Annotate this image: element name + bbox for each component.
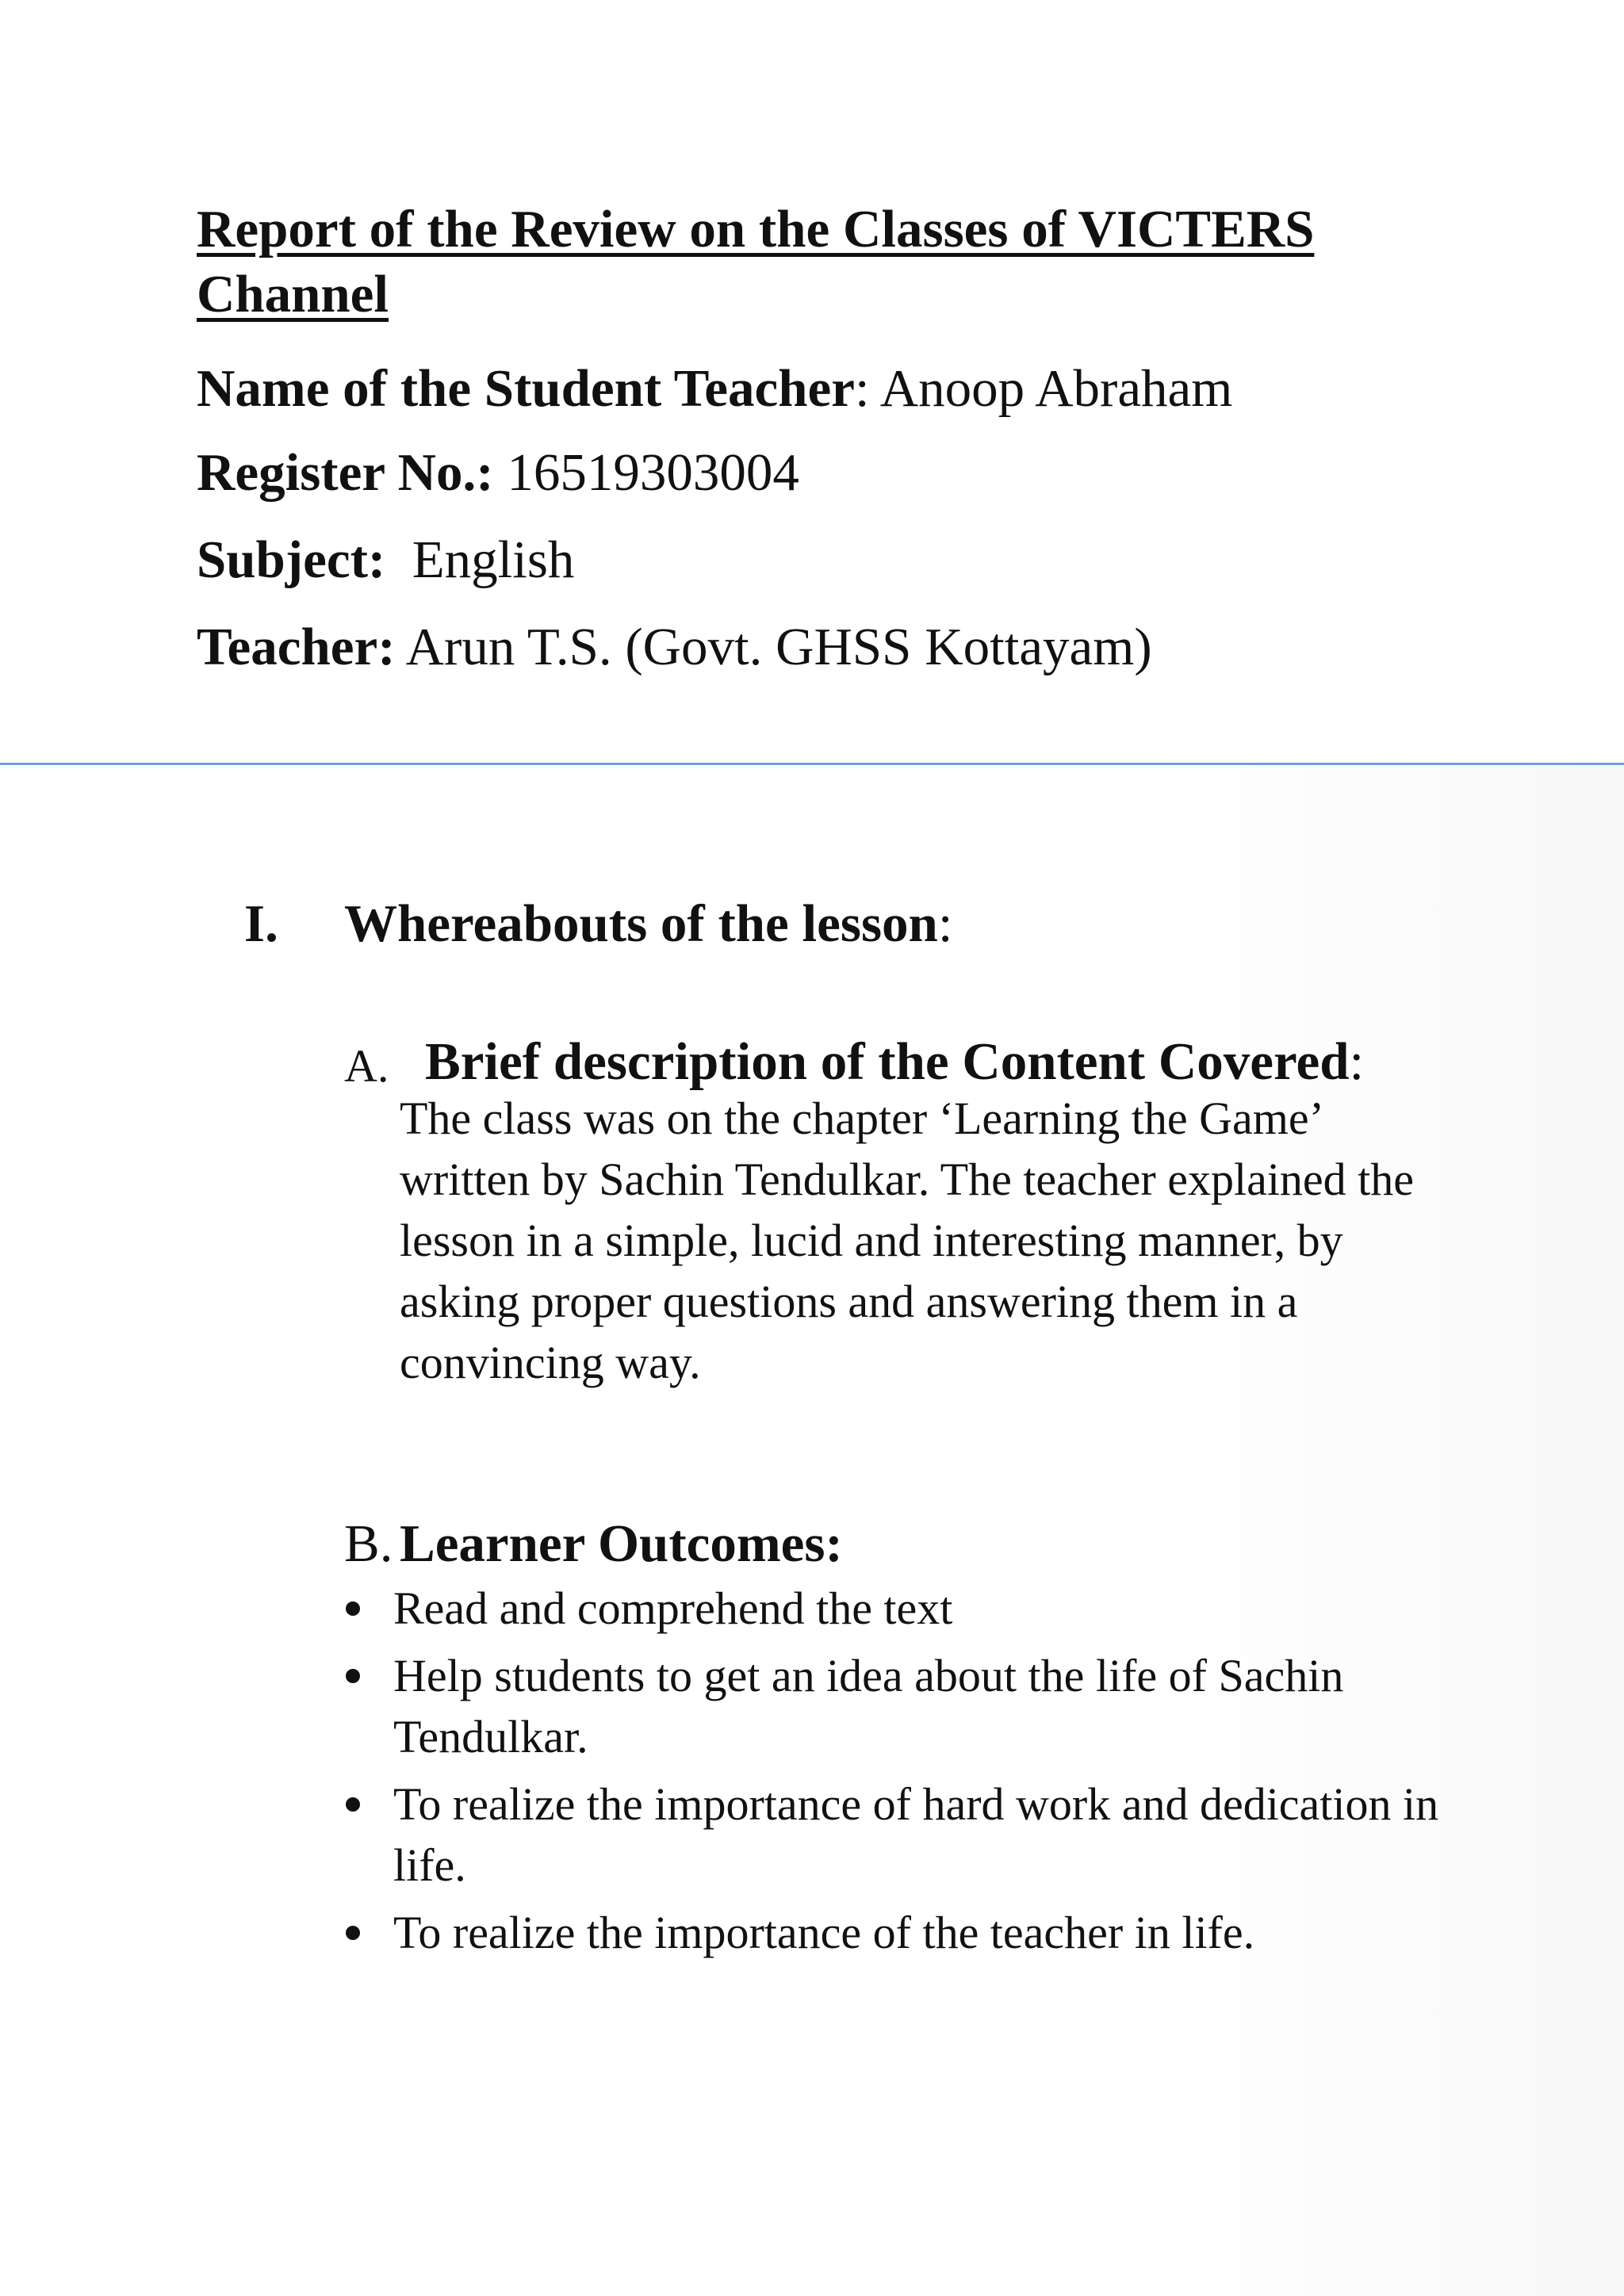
learner-outcomes-list: [343, 1578, 1453, 1969]
bullet-icon: [346, 1926, 360, 1940]
subsection-a-letter: A.: [344, 1040, 389, 1092]
student-teacher-separator: :: [855, 359, 880, 418]
teacher-separator: [396, 618, 406, 676]
outcome-text: Read and comprehend the text: [393, 1582, 953, 1634]
list-item: [343, 1902, 1453, 1963]
subsection-a-heading-colon: :: [1349, 1032, 1365, 1091]
outcome-text: To realize the importance of hard work and dedication in life.: [393, 1778, 1439, 1891]
section-divider: [0, 763, 1624, 765]
list-item: [343, 1578, 1453, 1639]
section-heading-colon: :: [937, 894, 953, 953]
list-item: [343, 1774, 1453, 1896]
teacher-value: Arun T.S. (Govt. GHSS Kottayam): [405, 618, 1152, 676]
teacher-field: [197, 615, 1152, 679]
register-number-label: Register No.:: [197, 443, 494, 502]
report-title: Report of the Review on the Classes of VICTERS Channel: [197, 200, 1315, 323]
register-number-separator: [494, 443, 508, 502]
subject-label: Subject:: [197, 530, 386, 589]
subsection-b-heading: Learner Outcomes:: [400, 1514, 843, 1573]
section-number: I.: [244, 894, 278, 953]
subject-value: English: [412, 530, 575, 589]
bullet-icon: [346, 1669, 360, 1683]
outcome-text: To realize the importance of the teacher in life.: [393, 1907, 1255, 1958]
register-number-field: [197, 441, 799, 504]
bullet-icon: [346, 1797, 360, 1812]
register-number-value: 16519303004: [507, 443, 799, 502]
content-description: The class was on the chapter ‘Learning the Game’ written by Sachin Tendulkar. The teacher explained the lesson in a simple, lucid and interesting manner, by asking proper questions and answering them in a convincing way.: [400, 1093, 1415, 1388]
list-item: [343, 1645, 1453, 1767]
teacher-label: Teacher:: [197, 618, 396, 676]
student-teacher-field: [197, 357, 1232, 420]
student-teacher-value: Anoop Abraham: [879, 359, 1233, 418]
subsection-a-heading: [425, 1026, 1364, 1097]
section-heading: [344, 888, 952, 959]
outcome-text: Help students to get an idea about the life of Sachin Tendulkar.: [393, 1650, 1344, 1762]
subject-field: [197, 528, 574, 591]
student-teacher-label: Name of the Student Teacher: [197, 359, 856, 418]
section-heading-text: Whereabouts of the lesson: [344, 894, 938, 953]
subsection-b-letter: B.: [344, 1514, 393, 1573]
subject-separator: [385, 530, 412, 589]
subsection-a-heading-text: Brief description of the Content Covered: [425, 1032, 1350, 1091]
bullet-icon: [346, 1601, 360, 1616]
